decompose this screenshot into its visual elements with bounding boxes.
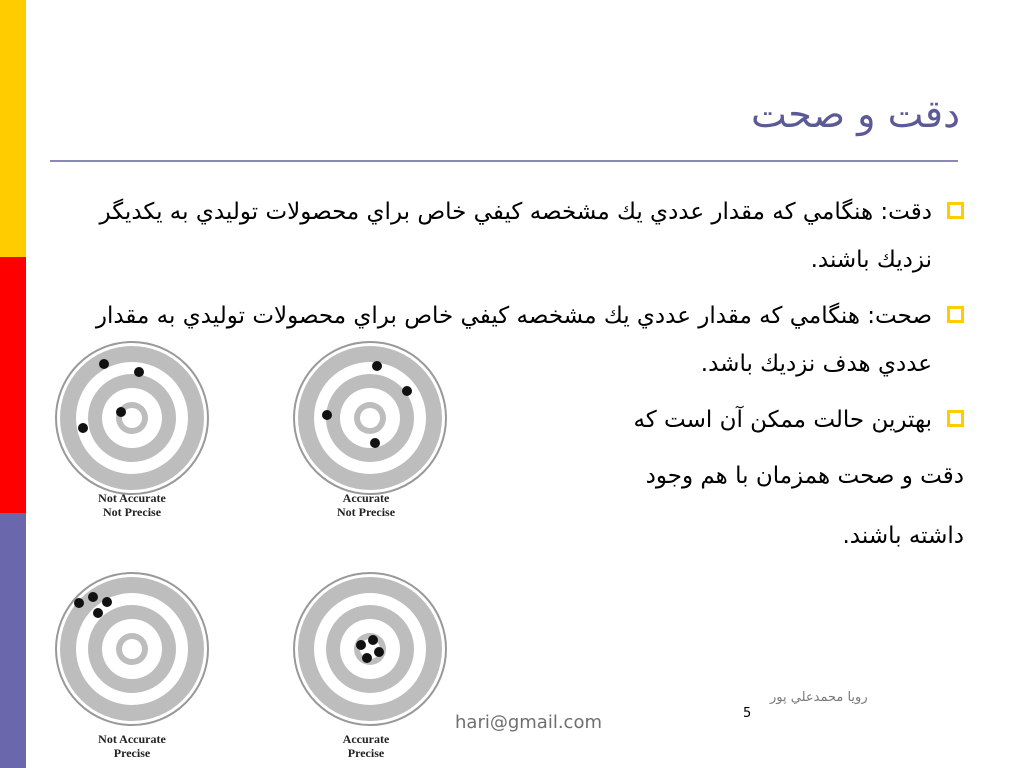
target-not-accurate-precise [53,570,211,728]
left-stripe-purple [0,513,26,768]
bullet-text: بهترين حالت ممكن آن است كه [633,407,932,433]
left-stripe-red [0,257,26,513]
footer-email: hari@gmail.com [455,712,602,733]
bullet-box-icon [947,202,964,219]
accuracy-precision-figure [45,335,465,768]
bullet-text: صحت: هنگامي كه مقدار عددي يك مشخصه كيفي خاص براي محصولات توليدي به مقدار عددي هدف نزديك باشد. [95,303,932,377]
bullet-precision [84,188,964,284]
left-stripe-yellow [0,0,26,257]
page-number: 5 [743,706,752,721]
bullet-text: دقت: هنگامي كه مقدار عددي يك مشخصه كيفي خاص براي محصولات توليدي به يكديگر نزديك باشند. [99,199,932,273]
caption-not-accurate-precise: Not Accurate Precise [98,732,166,760]
footer-author: رويا محمدعلي پور [770,690,868,705]
slide-title: دقت و صحت [750,92,960,136]
bullet-box-icon [947,410,964,427]
continuation-line-2: داشته باشند. [842,523,964,549]
continuation-line-1: دقت و صحت همزمان با هم وجود [645,463,964,489]
caption-accurate-precise: Accurate Precise [342,732,390,760]
caption-not-accurate-not-precise: Not Accurate Not Precise [98,491,166,519]
caption-accurate-not-precise: Accurate Not Precise [336,491,396,519]
target-not-accurate-not-precise [53,339,211,497]
target-accurate-precise [291,570,449,728]
bullet-box-icon [947,306,964,323]
target-accurate-not-precise [291,339,449,497]
title-divider [50,160,958,162]
